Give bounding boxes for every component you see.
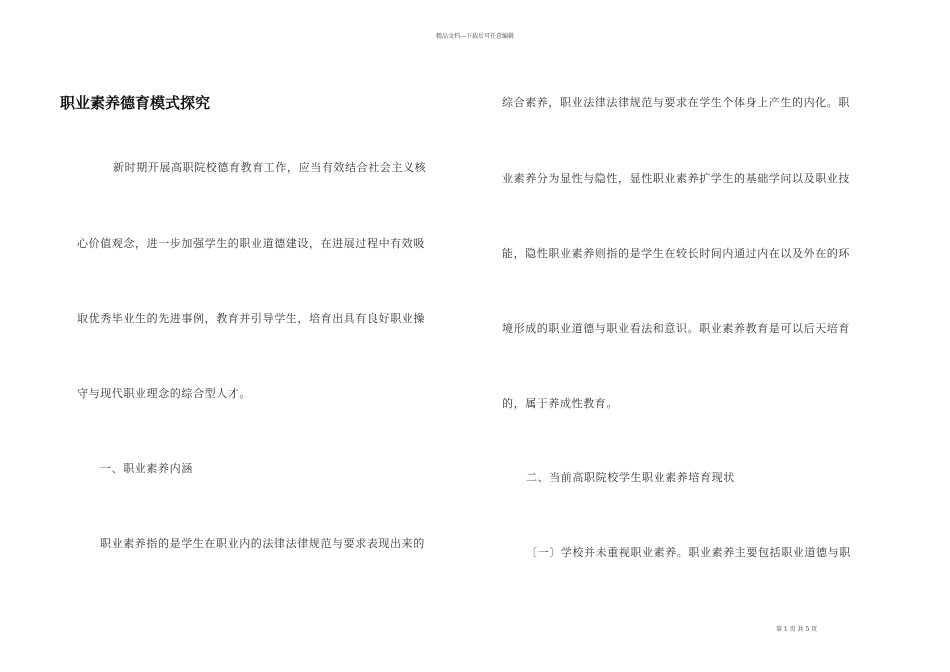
right-line-5: 的，属于养成性教育。 <box>502 397 618 410</box>
page-number: 第 1 页 共 5 页 <box>776 626 818 633</box>
right-line-1: 综合素养，职业法律法律规范与要求在学生个体身上产生的内化。职 <box>502 96 850 109</box>
section-heading-2: 二、当前高职院校学生职业素养培育现状 <box>526 471 735 484</box>
right-line-2: 业素养分为显性与隐性，显性职业素养扩学生的基础学问以及职业技 <box>502 172 850 185</box>
right-line-4: 境形成的职业道德与职业看法和意识。职业素养教育是可以后天培育 <box>502 322 850 335</box>
left-line-2: 心价值观念，进一步加强学生的职业道德建设，在进展过程中有效吸 <box>77 237 425 250</box>
right-line-7: 〔一〕学校并未重视职业素养。职业素养主要包括职业道德与职 <box>526 546 851 559</box>
left-line-6: 职业素养指的是学生在职业内的法律法律规范与要求表现出来的 <box>100 537 425 550</box>
left-line-4: 守与现代职业理念的综合型人才。 <box>77 387 251 400</box>
document-title: 职业素养德育模式探究 <box>60 94 211 112</box>
page-header: 精品文档---下载后可任意编辑 <box>435 33 515 40</box>
left-line-3: 取优秀毕业生的先进事例，教育并引导学生，培育出具有良好职业操 <box>77 312 425 325</box>
right-line-3: 能，隐性职业素养则指的是学生在较长时间内通过内在以及外在的环 <box>502 247 850 260</box>
left-line-1: 新时期开展高职院校德育教育工作，应当有效结合社会主义核 <box>113 161 427 174</box>
section-heading-1: 一、职业素养内涵 <box>100 462 193 475</box>
